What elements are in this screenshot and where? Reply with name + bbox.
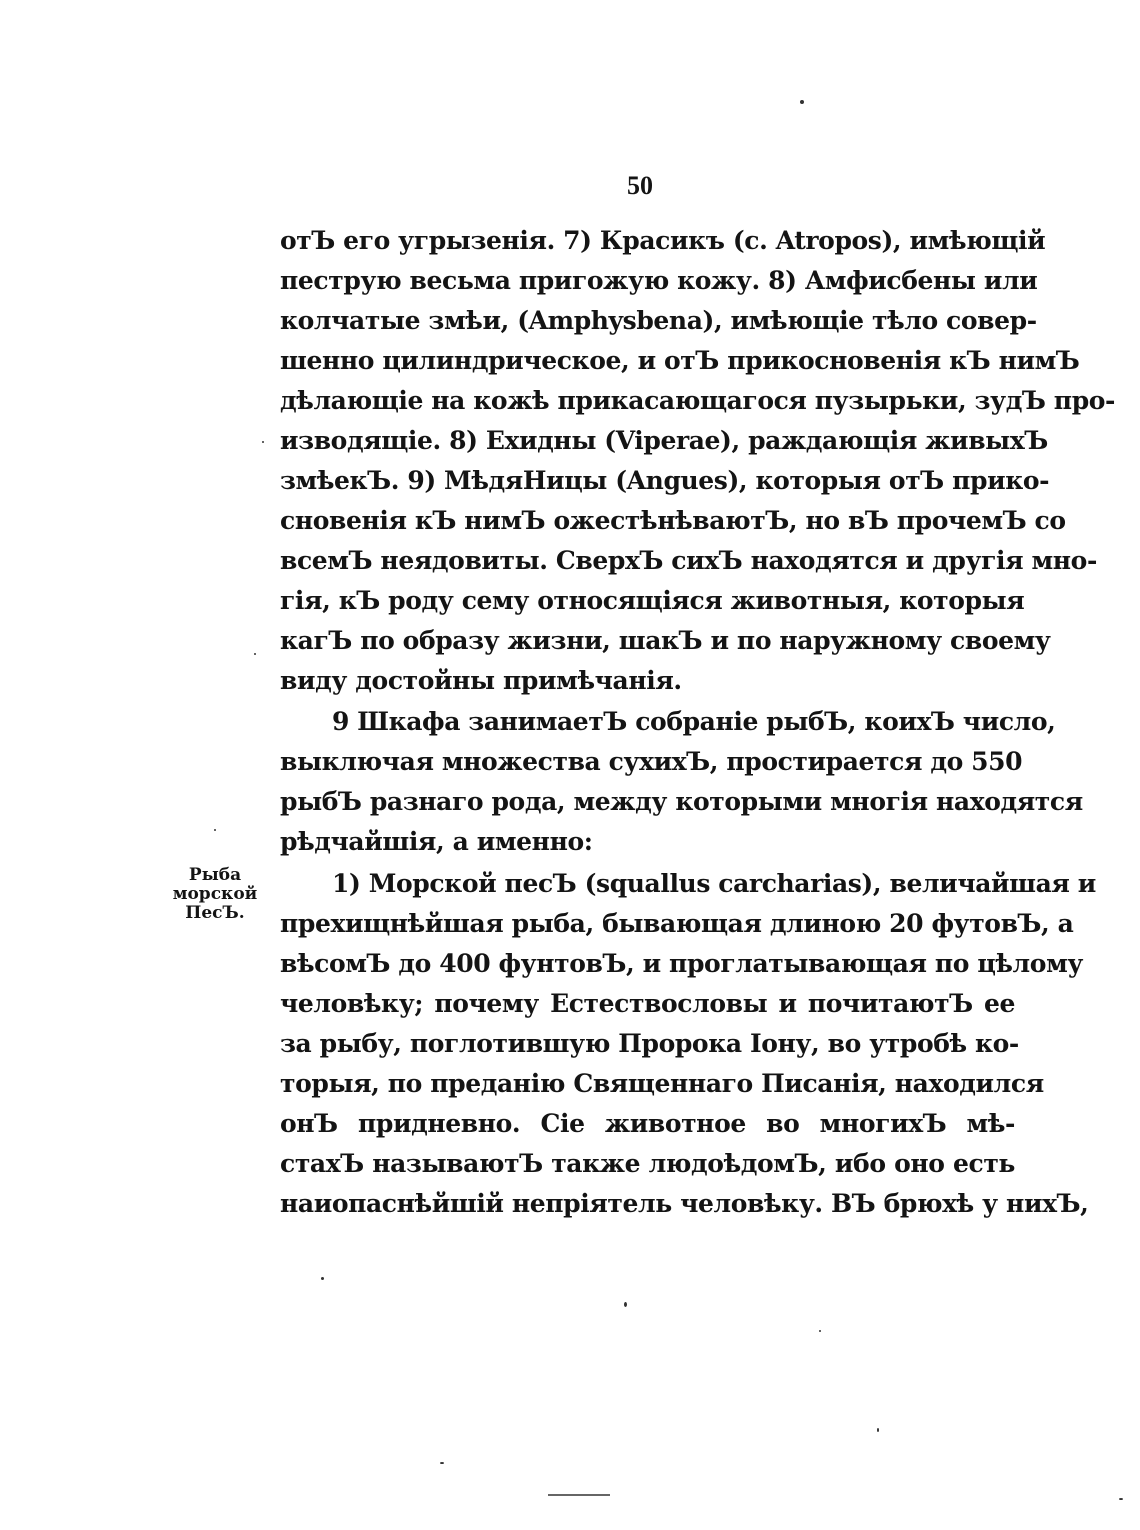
scan-rule [548, 1494, 610, 1496]
text-line: сновенія кЪ нимЪ ожестѣнѣваютЪ, но вЪ прочемЪ со [280, 506, 1066, 535]
text-line: рѣдчайшія, а именно: [280, 827, 593, 856]
text-line: всемЪ неядовиты. СверхЪ сихЪ находятся и другія мно- [280, 546, 1097, 575]
text-line: кагЪ по образу жизни, шакЪ и по наружному своему [280, 626, 1051, 655]
text-line: онЪ придневно. Сіе животное во многихЪ мѣ- [280, 1109, 1015, 1138]
text-line: шенно цилиндрическое, и отЪ прикосновенія кЪ нимЪ [280, 346, 1080, 375]
text-line: за рыбу, поглотившую Пророка Іону, во утробѣ ко- [280, 1029, 1019, 1058]
text-line: змѣекЪ. 9) МѣдяНицы (Angues), которыя отЪ прико- [280, 466, 1050, 495]
scan-speck [440, 1462, 444, 1464]
text-line: вѣсомЪ до 400 фунтовЪ, и проглатывающая по цѣлому [280, 949, 1083, 978]
text-line: гія, кЪ роду сему относящіяся животныя, которыя [280, 586, 1025, 615]
scan-speck [321, 1277, 324, 1280]
text-line: отЪ его угрызенія. 7) Красикъ (с. Atropos), имѣющій [280, 226, 1046, 255]
text-line: 9 Шкафа занимаетЪ собраніе рыбЪ, коихЪ число, [332, 707, 1056, 736]
page-number: 50 [627, 171, 653, 200]
text-line: наиопаснѣйшій непріятель человѣку. ВЪ брюхѣ у нихЪ, [280, 1189, 1089, 1218]
scan-speck [624, 1302, 627, 1307]
text-line: рыбЪ разнаго рода, между которыми многія находятся [280, 787, 1083, 816]
margin-note-line: ПесЪ. [185, 903, 245, 923]
scan-speck [1119, 1498, 1123, 1500]
text-line: изводящіе. 8) Ехидны (Viperae), раждающія живыхЪ [280, 426, 1048, 455]
scan-speck [800, 100, 804, 104]
scan-speck [262, 441, 264, 443]
text-line: выключая множества сухихЪ, простирается до 550 [280, 747, 1023, 776]
margin-note [160, 866, 270, 923]
scan-speck [877, 1428, 879, 1432]
text-line: торыя, по преданію Священнаго Писанія, находился [280, 1069, 1044, 1098]
margin-note-line: морской [172, 884, 258, 904]
text-line: колчатые змѣи, (Amphysbena), имѣющіе тѣло совер- [280, 306, 1037, 335]
text-line: человѣку; почему Естествословы и почитаютЪ ее [280, 989, 1015, 1018]
scan-speck [819, 1330, 821, 1332]
text-line: прехищнѣйшая рыба, бывающая длиною 20 футовЪ, а [280, 909, 1074, 938]
scan-speck [254, 653, 256, 655]
text-line: стахЪ называютЪ также людоѣдомЪ, ибо оно есть [280, 1149, 1015, 1178]
text-line: 1) Морской песЪ (squallus carcharias), величайшая и [332, 869, 1096, 898]
text-line: пеструю весьма пригожую кожу. 8) Амфисбены или [280, 266, 1038, 295]
scan-speck [214, 829, 216, 831]
margin-note-line: Рыба [188, 865, 242, 885]
text-line: виду достойны примѣчанія. [280, 666, 682, 695]
text-line: дѣлающіе на кожѣ прикасающагося пузырьки, зудЪ про- [280, 386, 1116, 415]
